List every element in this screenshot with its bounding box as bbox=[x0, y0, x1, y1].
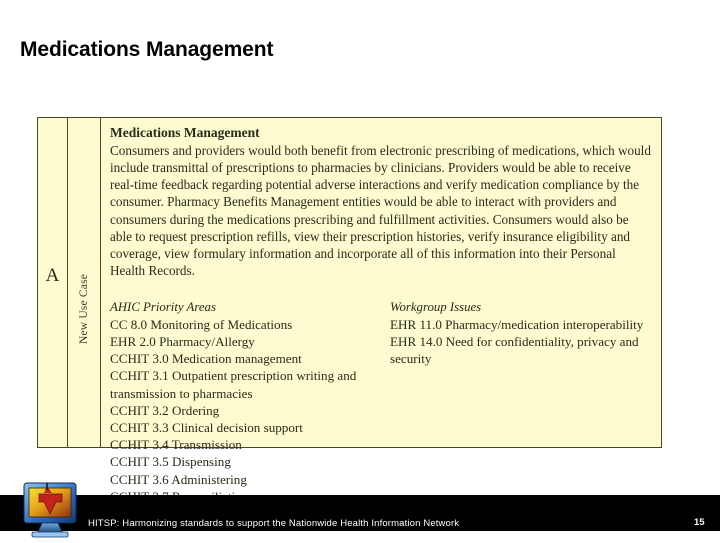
computer-monitor-arrow-icon bbox=[22, 480, 78, 538]
workgroup-issues-column bbox=[388, 299, 651, 505]
list-item: CCHIT 3.2 Ordering bbox=[110, 402, 220, 418]
use-case-letter-column bbox=[38, 118, 68, 447]
priority-areas-list bbox=[110, 316, 382, 505]
use-case-body-column bbox=[101, 118, 661, 487]
priority-areas-column bbox=[110, 299, 388, 505]
use-case-lists bbox=[110, 299, 651, 505]
list-item: CCHIT 3.3 Clinical decision support bbox=[110, 420, 303, 436]
page-title: Medications Management bbox=[20, 38, 274, 61]
list-item: CCHIT 3.1 Outpatient prescription writing and transmission to pharmacies bbox=[110, 368, 357, 401]
list-item: CCHIT 3.5 Dispensing bbox=[110, 454, 231, 470]
footer-text: HITSP: Harmonizing standards to support the Nationwide Health Information Network bbox=[88, 518, 460, 529]
list-item: CC 8.0 Monitoring of Medications bbox=[110, 316, 293, 332]
list-item: EHR 14.0 Need for confidentiality, privacy and security bbox=[390, 334, 639, 367]
list-item: CCHIT 3.0 Medication management bbox=[110, 351, 302, 367]
use-case-heading: Medications Management bbox=[110, 125, 260, 140]
workgroup-issues-list bbox=[390, 316, 651, 368]
use-case-row-label: New Use Case bbox=[78, 273, 90, 345]
page-number: 15 bbox=[694, 517, 705, 528]
use-case-description: Consumers and providers would both benefit from electronic prescribing of medications, which would include transmittal of prescriptions to pharmacies by clinicians. Providers would be able to receive real-time feedback regarding potential adverse interactions and verify medication compliance by the consumer. Pharmacy Benefits Management entities would be able to interact with providers and consumers during the medications prescribing and fulfillment activities. Consumers would also be able to request prescription refills, view their prescription histories, verify insurance eligibility and coverage, view formulary information and incorporate all of this information into their Personal Health Records. bbox=[110, 142, 651, 279]
list-item: CCHIT 3.4 Transmission bbox=[110, 437, 242, 453]
use-case-table bbox=[37, 117, 662, 487]
workgroup-issues-title: Workgroup Issues bbox=[390, 300, 482, 315]
priority-areas-title: AHIC Priority Areas bbox=[110, 300, 216, 315]
use-case-letter: A bbox=[45, 265, 60, 286]
use-case-row-label-column bbox=[68, 118, 101, 447]
list-item: EHR 2.0 Pharmacy/Allergy bbox=[110, 334, 255, 349]
list-item: EHR 11.0 Pharmacy/medication interoperability bbox=[390, 316, 644, 332]
list-item: CCHIT 3.6 Administering bbox=[110, 471, 247, 487]
